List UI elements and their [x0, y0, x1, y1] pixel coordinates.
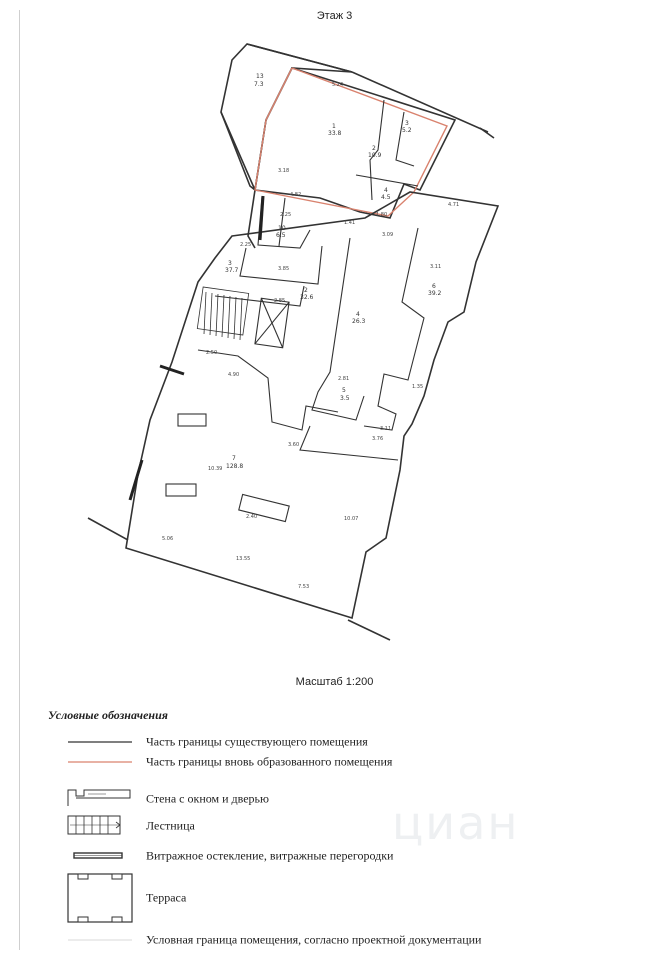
svg-text:1: 1	[332, 123, 336, 130]
svg-text:5.2: 5.2	[402, 127, 412, 134]
dimension-labels	[162, 82, 459, 590]
svg-text:2.25: 2.25	[240, 242, 252, 248]
svg-text:10.39: 10.39	[208, 466, 223, 472]
svg-text:4: 4	[356, 311, 360, 318]
svg-text:7: 7	[232, 455, 236, 462]
svg-text:39.2: 39.2	[428, 290, 442, 297]
svg-text:2.81: 2.81	[338, 376, 350, 382]
legend-item-new-boundary	[66, 750, 626, 774]
svg-text:4.5: 4.5	[381, 194, 391, 201]
red-line-symbol	[66, 750, 138, 774]
legend-text: Часть границы существующего помещения	[146, 734, 368, 749]
legend-text: Терраса	[146, 890, 187, 905]
svg-text:32.6: 32.6	[300, 294, 314, 301]
svg-text:3.76: 3.76	[372, 436, 384, 442]
svg-text:4.90: 4.90	[228, 372, 240, 378]
svg-text:3.11: 3.11	[430, 264, 442, 270]
svg-text:7.53: 7.53	[298, 584, 310, 590]
svg-text:3.11: 3.11	[380, 426, 392, 432]
legend-item-glazing	[66, 844, 626, 868]
svg-text:13.55: 13.55	[236, 556, 251, 562]
svg-text:3.85: 3.85	[278, 266, 290, 272]
svg-text:2.40: 2.40	[246, 514, 258, 520]
terrace-symbol	[66, 870, 138, 926]
svg-text:6.5: 6.5	[276, 232, 286, 239]
svg-text:5: 5	[342, 387, 346, 394]
svg-text:1.80: 1.80	[376, 212, 388, 218]
wall-window-door-symbol	[66, 784, 138, 814]
legend-text: Часть границы вновь образованного помещения	[146, 754, 393, 769]
svg-text:5.24: 5.24	[332, 82, 344, 88]
svg-text:26.3: 26.3	[352, 318, 366, 325]
svg-text:3.5: 3.5	[340, 395, 350, 402]
stairs-symbol	[66, 812, 138, 840]
svg-text:1.41: 1.41	[344, 220, 356, 226]
svg-text:13: 13	[256, 73, 264, 80]
svg-text:2: 2	[372, 145, 376, 152]
faint-line-symbol	[66, 928, 138, 952]
svg-text:128.8: 128.8	[226, 463, 244, 470]
legend-title: Условные обозначения	[48, 708, 168, 722]
lower-block-walls	[88, 128, 498, 640]
legend-item-stairs	[66, 812, 626, 840]
scale-label: Масштаб 1:200	[295, 676, 374, 688]
svg-text:2.50: 2.50	[206, 350, 218, 356]
svg-text:3.18: 3.18	[278, 168, 290, 174]
svg-text:5.06: 5.06	[162, 536, 174, 542]
svg-text:6: 6	[432, 283, 436, 290]
svg-text:3.60: 3.60	[288, 442, 300, 448]
legend-item-wall-window-door	[66, 784, 626, 814]
legend-item-conditional-boundary	[66, 928, 626, 952]
svg-text:4.71: 4.71	[448, 202, 460, 208]
svg-text:1.35: 1.35	[412, 384, 424, 390]
svg-text:10: 10	[278, 225, 286, 232]
svg-text:10.07: 10.07	[344, 516, 359, 522]
svg-text:7.3: 7.3	[254, 81, 264, 88]
svg-text:2: 2	[304, 287, 308, 294]
legend-text: Условная граница помещения, согласно проектной документации	[146, 932, 482, 947]
legend-text: Витражное остекление, витражные перегородки	[146, 848, 394, 863]
svg-text:2.25: 2.25	[280, 212, 292, 218]
svg-text:3: 3	[228, 260, 232, 267]
legend-text: Стена с окном и дверью	[146, 791, 269, 806]
svg-text:37.7: 37.7	[225, 267, 239, 274]
svg-text:2.85: 2.85	[274, 298, 286, 304]
legend-text: Лестница	[146, 818, 195, 833]
floor-title: Этаж 3	[316, 10, 353, 22]
svg-text:3: 3	[405, 120, 409, 127]
svg-text:4: 4	[384, 187, 388, 194]
watermark-logo: циан	[392, 796, 520, 850]
staircase	[197, 287, 248, 340]
svg-text:3.09: 3.09	[382, 232, 394, 238]
legend-item-terrace	[66, 870, 626, 926]
svg-text:10.9: 10.9	[368, 152, 382, 159]
glazing-symbol	[66, 844, 138, 868]
svg-text:4.82: 4.82	[290, 192, 302, 198]
svg-text:33.8: 33.8	[328, 130, 342, 137]
